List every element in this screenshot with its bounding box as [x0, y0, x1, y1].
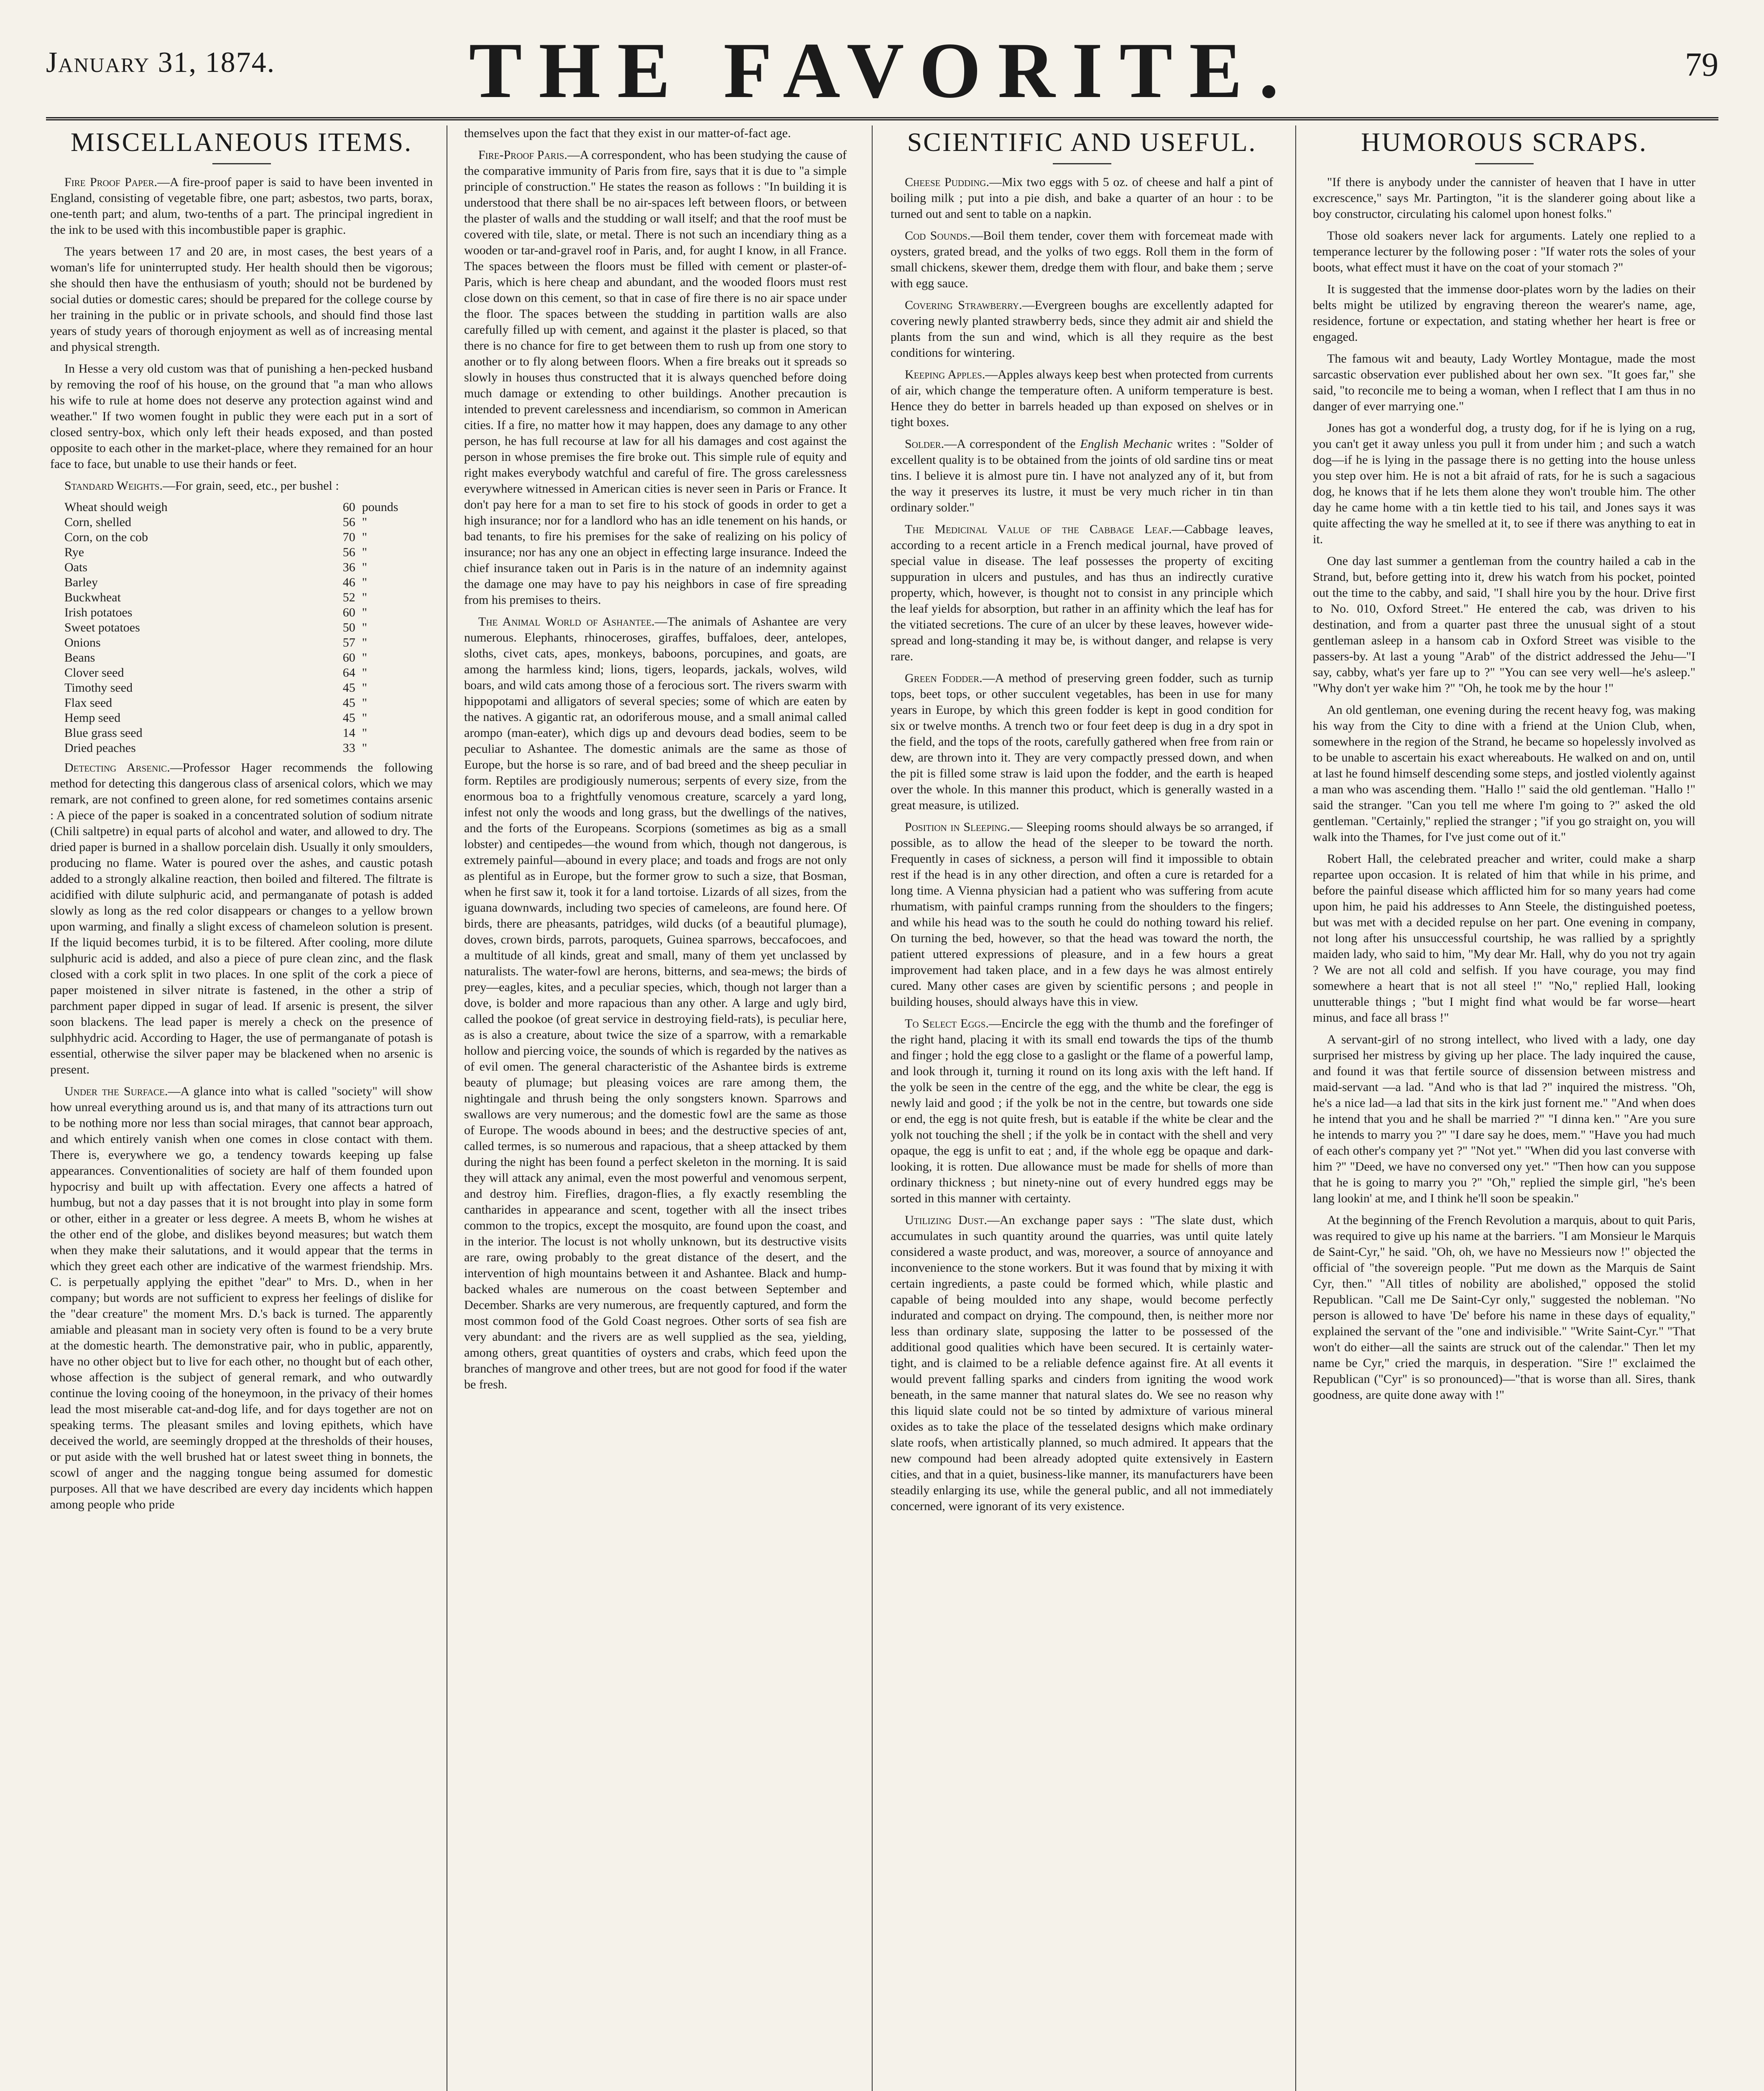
article-head: Cod Sounds.: [905, 229, 971, 243]
article-head: Detecting Arsenic.: [64, 761, 170, 775]
article-keeping-apples: [891, 367, 1273, 430]
weights-row: [64, 741, 416, 756]
section-heading-miscellaneous: MISCELLANEOUS ITEMS.: [70, 127, 413, 157]
weights-unit: ": [362, 606, 368, 619]
scrap-partington: "If there is anybody under the cannister of heaven that I have in utter excrescence," says Mr. Partington, "it is the slanderer going about like a boy constructor, circulating his calomel upon honest folks.": [1313, 175, 1695, 221]
weights-label: Oats: [64, 560, 87, 574]
weights-unit: ": [362, 651, 368, 665]
scrap-wortley: The famous wit and beauty, Lady Wortley Montague, made the most sarcastic observation ever published about her own sex. "It goes far," she said, "to reconcile me to being a woman, when I reflect that I am thus in no danger of ever marrying one.": [1313, 352, 1695, 413]
article-body: —Professor Hager recommends the following method for detecting this dangerous class of arsenical colors, which we may remark, are not confined to green alone, for red sometimes contains arsenic : A piece of the paper is soaked in a concentrated solution of sodium nitrate (Chili saltpetre) in equal parts of alcohol and water, and allowed to dry. The dried paper is burned in a shallow porcelain dish. Usually it only smoulders, producing no flame. Water is poured over the ashes, and caustic potash added to a strongly alkaline reaction, then boiled and filtered. The filtrate is acidified with dilute sulphuric acid, and permanganate of potash is added slowly as long as the red color disappears or changes to a yellow brown upon warming, and finally a slight excess of chameleon solution is present. If the liquid becomes turbid, it is to be filtered. After cooling, more dilute sulphuric acid is added, and also a piece of pure clean zinc, and the flask closed with a cork split in two places. In one split of the cork a piece of paper moistened in silver nitrate is fastened, in the other a strip of parchment paper dipped in sugar of lead. If arsenic is present, the silver soon blackens. The lead paper is merely a check on the presence of sulphhydric acid. According to Hager, the use of permanganate of potash is essential, otherwise the silver paper may be blackened when no arsenic is present.: [50, 761, 433, 1076]
article-head: The Medicinal Value of the Cabbage Leaf.: [905, 522, 1172, 536]
article-green-fodder: [891, 670, 1273, 813]
weights-unit: ": [362, 636, 368, 649]
article-head: Solder.: [905, 437, 945, 451]
weights-label: Dried peaches: [64, 741, 136, 755]
weights-row: [64, 530, 416, 545]
weights-value: 45: [342, 696, 355, 710]
column-rule: [872, 125, 873, 2091]
weights-value: 46: [342, 575, 355, 589]
weights-label: Hemp seed: [64, 711, 121, 725]
weights-label: Flax seed: [64, 696, 112, 710]
article-position-sleeping: [891, 819, 1273, 1010]
article-standard-weights: [50, 478, 433, 494]
weights-unit: ": [362, 681, 368, 695]
article-body: —A method of preserving green fodder, such as turnip tops, beet tops, or other succulent vegetables, has been in use for many years in Europe, by which this green fodder is kept in good condition for six or twelve months. A trench two or four feet deep is dug in a dry spot in the field, and the tops of the roots, carefully gathered when free from rain or dew, are thrown into it. They are very compactly pressed down, and when the pit is filled some straw is laid upon the fodder, and the earth is heaped over the whole. In this manner this product, which is generally wasted in a great measure, is utilized.: [891, 671, 1273, 812]
column-scientific: [891, 125, 1273, 2091]
weights-label: Onions: [64, 636, 101, 649]
weights-row: [64, 695, 416, 711]
scrap-robert-hall: Robert Hall, the celebrated preacher and writer, could make a sharp repartee upon occasion. It is related of him that while in his prime, and before the painful disease which afflicted him for so many years had come upon him, he paid his addresses to Ann Steele, the distinguished poetess, but was met with a decided repulse on her part. One evening in company, not long after his unsuccessful courtship, he was rallied by a sprightly maiden lady, who said to him, "My dear Mr. Hall, why do you not try again ? We are not all cold and selfish. If you have courage, you may find somewhere a heart that is not all steel !" "No," replied Hall, looking unutterable things ; "but I might find what would be far worse—heart minus, and face all brass !": [1313, 852, 1695, 1025]
heading-divider: [212, 163, 271, 164]
weights-value: 14: [342, 726, 355, 740]
column-humorous: [1313, 125, 1695, 2091]
article-cod-sounds: [891, 228, 1273, 291]
column-miscellaneous: [50, 125, 433, 2091]
article-body: —For grain, seed, etc., per bushel :: [163, 479, 339, 493]
weights-row: [64, 560, 416, 575]
weights-row: [64, 665, 416, 680]
article-cabbage-leaf: [891, 521, 1273, 665]
scrap-servant-girl: A servant-girl of no strong intellect, who lived with a lady, one day surprised her mistress by giving up her place. The lady inquired the cause, and found it was that fertile source of dissension between mistress and maid-servant —a lad. "And who is that lad ?" inquired the mistress. "Oh, he's a nice lad—a lad that sits in the kirk just fornent me." "And when does he intend that you and he shall be married ?" "I dinna ken." "Are you sure he intends to marry you ?" "I dare say he does, mem." "Have you had much of each other's company yet ?" "Not yet." "When did you last converse with him ?" "Deed, we have no conversed ony yet." "Then how can you suppose that he is going to marry you ?" "Oh," replied the simple girl, "he's been lang lookin' at me, and I think he'll soon be speakin.": [1313, 1033, 1695, 1205]
article-body: —Cabbage leaves, according to a recent article in a French medical journal, have proved of special value in disease. The leaf possesses the property of exciting suppuration in ulcers and pustules, and has thus an indirectly curative property, which, however, is thought not to consist in any principle which the leaf yields for absorption, but rather in an affinity which the leaf has for the vitiated secretions. The cure of an ulcer by these leaves, however wide-spread and long-standing it may be, is without danger, and relapse is very rare.: [891, 522, 1273, 663]
article-body: — Sleeping rooms should always be so arranged, if possible, as to allow the head of the sleeper to be toward the north. Frequently in cases of sickness, a person will find it impossible to obtain rest if the head is in any other direction, and often a cure is retarded for a long time. A Vienna physician had a patient who was suffering from acute rhumatism, with painful cramps running from the shoulders to the fingers; and while his head was to the south he could do nothing toward his relief. On turning the bed, however, so that the head was toward the north, the patient uttered expressions of pleasure, and in a few hours a great improvement had taken place, and in a few days he was almost entirely cured. Many other cases are given by scientific persons ; and people in building houses, should always have this in view.: [891, 820, 1273, 1009]
journal-name: English Mechanic: [1080, 437, 1173, 451]
section-heading-scientific: SCIENTIFIC AND USEFUL.: [907, 127, 1257, 157]
article-under-the-surface: [50, 1084, 433, 1513]
article-body: —A correspondent of the: [944, 437, 1080, 451]
weights-label: Blue grass seed: [64, 726, 143, 740]
article-body: —The animals of Ashantee are very numerous. Elephants, rhinoceroses, giraffes, buffaloes, deer, antelopes, sloths, civet cats, apes, monkeys, baboons, porcupines, and goats, are among the harmless kind; lions, tigers, leopards, jackals, wolves, wild boars, and wild cats among those of a ferocious sort. The rivers swarm with hippopotami and alligators of several species; some of which are eaten by the natives. A gigantic rat, an odoriferous mouse, and a small animal called arompo (man-eater), which digs up and devours dead bodies, seem to be peculiar to Ashantee. The domestic animals are the same as those of Europe, but the horse is so rare, and of bad breed and the sheep peculiar in form. Reptiles are prodigiously numerous; serpents of every size, from the enormous boa to a frightfully venomous creature, scarcely a yard long, infest not only the woods and long grass, but the dwellings of the natives, and the forts of the Europeans. Scorpions (sometimes as big as a small lobster) and centipedes—the wound from which, though not dangerous, is extremely painful—abound in every place; and toads and frogs are not only as plentiful as in Europe, but the former grow to such a size, that Bosman, when he first saw it, took it for a land tortoise. Lizards of all sizes, from the iguana downwards, including two species of cameleons, are found here. Of birds, there are pheasants, patridges, wild ducks (of a beautiful plumage), doves, crown birds, parrots, paroquets, Guinea sparrows, beccafocoes, and a multitude of all kinds, great and small, many of them yet unclassed by naturalists. The water-fowl are herons, bitterns, and sea-mews; the birds of prey—eagles, kites, and a peculiar species, which, though not larger than a dove, is bolder and more rapacious than any other. A large and ugly bird, called the pookoe (of great service in destroying field-rats), is peculiar here, as is also a creature, about twice the size of a sparrow, with a remarkable hollow and piercing voice, the sounds of which is regarded by the natives as of evil omen. The general characteristic of the Ashantee birds is extreme beauty of plumage; but pleasing voices are rare among them, the nightingale and thrush being the only songsters known. Sparrows and swallows are very numerous; and the domestic fowl are the same as those of Europe. The woods abound in bees; and the destructive species of ant, called termes, is so numerous and rapacious, that a sheep attacked by them during the night has been found a perfect skeleton in the morning. It is said they will attack any animal, even the most powerful and venomous serpent, and destroy him. Fireflies, dragon-flies, a fly exactly resembling the cantharides in appearance and scent, together with all the insect tribes common to the tropics, except the mosquito, are found upon the coast, and in the interior. The locust is not wholly unknown, but its destructive visits are rare, owing probably to the great distance of the desert, and the intervention of high mountains between it and Ashantee. Black and hump-backed whales are numerous on the coast between September and December. Sharks are very numerous, are frequently captured, and form the most common food of the Gold Coast negroes. Other sorts of sea fish are very abundant: and the rivers are as well supplied as the sea, yielding, among others, great quantities of oysters and crabs, which feed upon the branches of mangrove and other trees, but are not good for food if the water be fresh.: [464, 615, 847, 1391]
weights-value: 36: [342, 560, 355, 574]
article-body: —Boil them tender, cover them with forcemeat made with oysters, grated bread, and the yolks of two eggs. Roll them in the form of small chickens, skewer them, dredge them with flour, and bake them ; serve with egg sauce.: [891, 229, 1273, 290]
article-body: —Evergreen boughs are excellently adapted for covering newly planted strawberry beds, since they admit air and shield the plants from the sun and wind, which is all they require as the best conditions for wintering.: [891, 298, 1273, 360]
article-continuation: themselves upon the fact that they exist in our matter-of-fact age.: [464, 126, 791, 140]
weights-row: [64, 711, 416, 726]
weights-value: 60: [342, 500, 355, 514]
weights-unit: ": [362, 726, 368, 740]
weights-label: Wheat should weigh: [64, 500, 168, 514]
weights-row: [64, 575, 416, 590]
scrap-strand-cab: One day last summer a gentleman from the country hailed a cab in the Strand, but, before getting into it, drew his watch from his pocket, pointed out the time to the cabby, and said, "I shall hire you by the hour. Drive first to No. 010, Oxford Street." He entered the cab, was driven to his destination, and from a quarter past three the unusual sight of a stout gentleman asleep in a hansom cab in Oxford Street was visible to the passers-by. At last a young "Arab" of the district addressed the Jehu—"I say, cabby, what's yer fare up to ?" "You can see very well—he's asleep." "Why don't yer wake him ?" "Oh, he took me by the hour !": [1313, 554, 1695, 695]
article-head: Cheese Pudding.: [905, 175, 989, 189]
scrap-french-revolution: At the beginning of the French Revolution a marquis, about to quit Paris, was required to give up his name at the barriers. "I am Monsieur le Marquis de Saint-Cyr," he said. "Oh, oh, we have no Messieurs now !" objected the official of "the sovereign people. "Put me down as the Marquis de Saint Cyr, then." "All titles of nobility are abolished," opposed the stolid Republican. "Call me De Saint-Cyr only," suggested the nobleman. "No person is allowed to have 'De' before his name in these days of equality," explained the servant of the "one and indivisible." "Write Saint-Cyr." "That won't do either—all the saints are struck out of the calendar." Then let my name be Cyr," cried the marquis, in desperation. "Sire !" exclaimed the Republican ("Cyr" is so pronounced)—"that is worse than all. Sires, thank goodness, are quite done away with !": [1313, 1213, 1695, 1402]
weights-row: [64, 680, 416, 695]
weights-label: Timothy seed: [64, 681, 133, 695]
article-head: Fire-Proof Paris.: [478, 148, 567, 162]
weights-label: Irish potatoes: [64, 606, 133, 619]
weights-unit: ": [362, 741, 368, 755]
weights-row: [64, 605, 416, 620]
weights-unit: ": [362, 696, 368, 710]
scrap-old-gentleman: An old gentleman, one evening during the recent heavy fog, was making his way from the City to dine with a friend at the Union Club, when, somewhere in the region of the Strand, he became so hopelessly involved as to be unable to ascertain his exact whereabouts. He walked on and on, until at last he found himself descending some steps, and jostled violently against a man who was ascending them. "Hallo !" said the old gentleman. "Hallo !" said the stranger. "Can you tell me where I'm going to ?" asked the old gentleman. "Certainly," replied the stranger ; "if you go straight on, you will walk into the Thames, for I've just come out of it.": [1313, 703, 1695, 844]
weights-unit: ": [362, 575, 368, 589]
weights-label: Corn, shelled: [64, 515, 131, 529]
weights-row: [64, 650, 416, 665]
weights-label: Clover seed: [64, 666, 124, 680]
weights-value: 60: [342, 651, 355, 665]
article-head: Fire Proof Paper.: [64, 175, 158, 189]
weights-unit: ": [362, 530, 368, 544]
weights-unit: ": [362, 666, 368, 680]
article-covering-strawberry: [891, 297, 1273, 361]
weights-label: Corn, on the cob: [64, 530, 148, 544]
weights-value: 70: [342, 530, 355, 544]
weights-table: [64, 500, 416, 756]
weights-value: 56: [342, 515, 355, 529]
article-head: To Select Eggs.: [905, 1017, 989, 1030]
section-heading-humorous: HUMOROUS SCRAPS.: [1361, 127, 1647, 157]
scrap-door-plates: It is suggested that the immense door-plates worn by the ladies on their belts might be utilized by engraving thereon the wearer's name, age, residence, fortune or expectation, and stating whether her heart is free or engaged.: [1313, 282, 1695, 344]
weights-row: [64, 620, 416, 635]
article-body: —Apples always keep best when protected from currents of air, which change the temperature often. A uniform temperature is best. Hence they do better in barrels headed up than exposed on shelves or in tight boxes.: [891, 368, 1273, 429]
article-fire-proof-paris: [464, 147, 847, 608]
weights-label: Rye: [64, 545, 84, 559]
weights-unit: ": [362, 590, 368, 604]
weights-row: [64, 726, 416, 741]
weights-label: Buckwheat: [64, 590, 121, 604]
weights-row: [64, 635, 416, 650]
article-body: —Encircle the egg with the thumb and the forefinger of the right hand, placing it with its small end towards the tips of the thumb and finger ; hold the egg close to a gaslight or the flame of a powerful lamp, and look through it, turning it round on its long axis with the left hand. If the yolk be seen in the centre of the egg, and the white be clear, the egg is newly laid and good ; if the yolk be not in the centre, but towards one side or end, the egg is not quite fresh, but is eatable if the white be clear and the yolk not touching the shell ; if the yolk be in contact with the shell and very opaque, the egg is unfit to eat ; and, if the whole egg be opaque and dark-looking, it is rotten. Due allowance must be made for shells of more than ordinary thickness ; but ninety-nine out of every hundred eggs may be sorted in this manner with certainty.: [891, 1017, 1273, 1205]
weights-value: 57: [342, 636, 355, 649]
weights-value: 64: [342, 666, 355, 680]
article-body: —A correspondent, who has been studying the cause of the comparative immunity of Paris from fire, says that it is due to "a simple principle of construction." He states the reason as follows : "In building it is understood that there shall be no air-spaces left between floors, or between the plaster of walls and the studding or wall itself; and that the roof must be covered with tile, slate, or metal. There is not such an incendiary thing as a wooden or tar-and-gravel roof in Paris, and, for aught I know, in all France. The spaces between the floors must be filled with cement or plaster-of-Paris, which is here cheap and abundant, and the wooded floors must rest close down on this cement, so that in case of fire there is no air space under the floor. The spaces between the studding in partition walls are also carefully filled up with cement, and against it the plaster is placed, so that there is no chance for fire to get between them to rush up from one story to another or to fly along between floors. When a fire breaks out it spreads so slowly in houses thus constructed that it is always quenched before doing much damage or extending to other buildings. Another precaution is intended to prevent carelessness and incendiarism, so common in American cities. If a fire, no matter how it may happen, does any damage to any other person, he has full recourse at law for all his damages and cost against the person in whose premises the fire broke out. This simple rule of equity and right makes everybody watchful and careful of fire. The gross carelessness everywhere witnessed in American cities is never seen in Paris or France. It don't pay here for a man to set fire to his stock of goods in order to get a high insurance; nor for a landlord who has an idle tenement on his hands, or bad tenants, to fire his premises for the sake of realizing on his policy of insurance; nor has any one an object in effecting large insurance. Indeed the chief insurance taken out in Paris is in the nature of an indemnity against the damage one may have to pay his neighbors in case of fire spreading from his premises to theirs.: [464, 148, 847, 607]
page-number: 79: [1685, 46, 1718, 83]
weights-row: [64, 590, 416, 605]
weights-unit: ": [362, 560, 368, 574]
article-utilizing-dust: [891, 1212, 1273, 1514]
newspaper-title: THE FAVORITE.: [469, 27, 1296, 115]
article-head: Standard Weights.: [64, 479, 163, 493]
weights-unit: ": [362, 621, 368, 634]
weights-value: 60: [342, 606, 355, 619]
article-body: —A fire-proof paper is said to have been invented in England, consisting of vegetable fibre, one part; asbestos, two parts, borax, one-tenth part; and alum, two-tenths of a part. The principal ingredient in the ink to be used with this incombustible paper is graphic.: [50, 175, 433, 237]
article-hesse-custom: In Hesse a very old custom was that of punishing a hen-pecked husband by removing the roof of his house, on the ground that "a man who allows his wife to rule at home does not deserve any protection against wind and weather." If two women fought in public they were each put in a sort of closed sentry-box, which only left their heads exposed, and than posted opposite to each other in the market-place, where they remained for an hour face to face, but unable to use their hands or feet.: [50, 362, 433, 471]
weights-value: 45: [342, 681, 355, 695]
article-body: —Mix two eggs with 5 oz. of cheese and half a pint of boiling milk ; put into a pie dish, and bake a quarter of an hour : to be turned out and sent to table on a napkin.: [891, 175, 1273, 221]
scrap-jones-dog: Jones has got a wonderful dog, a trusty dog, for if he is lying on a rug, you can't get it away unless you pull it from under him ; and such a watch dog—if he is lying in the passage there is no getting into the house unless you step over him. He is not a bit afraid of rats, for he is such a sagacious dog, he knows that if he lets them alone they won't trouble him. The other day he came home with a tin kettle tied to his tail, and Jones says it was quite affecting the way he smelled at it, to see if there was anything to eat in it.: [1313, 421, 1695, 546]
weights-label: Sweet potatoes: [64, 621, 140, 634]
weights-label: Barley: [64, 575, 98, 589]
article-head: Position in Sleeping.: [905, 820, 1010, 834]
article-body: —A glance into what is called "society" will show how unreal everything around us is, and that many of its attractions turn out to be nothing more nor less than social mirages, that cannot bear approach, and which entirely vanish when one comes in close contact with them. There is, everywhere we go, a tendency towards keeping up false appearances. Conventionalities of society are half of them founded upon hypocrisy and built up with affectation. Every one affects a hatred of humbug, but not a day passes that it is not brought into play in some form or other, either in a greater or less degree. A meets B, whom he wishes at the other end of the globe, and dislikes beyond measures; but watch them when they make their salutations, and it would appear that the terms in which they greet each other are indicative of the warmest friendship. Mrs. C. is perpetually applying the epithet "dear" to Mrs. D., when in her company; but words are not sufficient to express her feelings of dislike for the "dear creature" the moment Mrs. D.'s back is turned. The apparently amiable and pleasant man in society very often is found to be a very brute at the domestic hearth. The demonstrative pair, who in public, apparently, have no other object but to live for each other, no thought but of each other, whose affection is the subject of general remark, and who outwardly continue the loving cooing of the honeymoon, in the privacy of their homes lead the most miserable cat-and-dog life, and for days together are not on speaking terms. The pleasant smiles and loving epithets, which have deceived the world, are seemingly dropped at the thresholds of their houses, or put aside with the well brushed hat or latest sweet thing in bonnets, the scowl of anger and the nagging tongue being assumed for domestic purposes. All that we have described are every day incidents which happen among people who pride: [50, 1084, 433, 1511]
heading-divider: [1475, 163, 1534, 164]
article-detecting-arsenic: [50, 760, 433, 1078]
heading-divider: [1053, 163, 1111, 164]
weights-unit: pounds: [362, 500, 398, 514]
weights-value: 45: [342, 711, 355, 725]
article-years-17-20: The years between 17 and 20 are, in most cases, the best years of a woman's life for uninterrupted study. Her health should then be vigorous; she should then have the enthusiasm of youth; should not be burdened by social duties or domestic cares; should be prepared for the college course by her training in the public or in private schools, and should find those last years of study years of thorough enjoyment as well as of increasing mental and physical strength.: [50, 245, 433, 354]
column-rule: [1295, 125, 1296, 2091]
weights-label: Beans: [64, 651, 95, 665]
article-head: Keeping Apples.: [905, 368, 985, 381]
weights-value: 50: [342, 621, 355, 634]
scrap-old-soakers: Those old soakers never lack for arguments. Lately one replied to a temperance lecturer by the following poser : "If water rots the soles of your boots, what effect must it have on the coat of your stomach ?": [1313, 229, 1695, 274]
masthead: [46, 17, 1718, 120]
weights-unit: ": [362, 711, 368, 725]
weights-row: [64, 500, 416, 515]
weights-value: 33: [342, 741, 355, 755]
article-head: Green Fodder.: [905, 671, 983, 685]
article-body: writes : "Solder of excellent quality is to be obtained from the joints of old sardine tins or meat tins. I believe it is almost pure tin. I have not analyzed any of it, but from the way it preserves its lustre, it must be very much richer in tin than ordinary solder.": [891, 437, 1273, 514]
weights-value: 56: [342, 545, 355, 559]
article-fire-proof-paper: [50, 174, 433, 238]
article-head: Covering Strawberry.: [905, 298, 1022, 312]
article-head: Utilizing Dust.: [905, 1213, 987, 1227]
weights-unit: ": [362, 545, 368, 559]
weights-row: [64, 545, 416, 560]
column-continued: [464, 125, 847, 2091]
article-body: —An exchange paper says : "The slate dust, which accumulates in such quantity around the quarries, was until quite lately considered a waste product, and was, moreover, a source of annoyance and inconvenience to the stone workers. But it was found that by mixing it with certain ingredients, a paste could be formed which, while plastic and capable of being moulded into any shape, would become perfectly indurated and compact on drying. The compound, then, is neither more nor less than ordinary slate, supposing the latter to be possessed of the additional good qualities which have been secured. It is certainly water-tight, and is claimed to be a reliable defence against fire. At all events it would prevent falling sparks and cinders from igniting the wood work beneath, in the same manner that natural slates do. We see no reason why this liquid slate could not be so tinted by admixture of various mineral oxides as to take the place of the tesselated designs which make ordinary slate roofs, when artistically planned, so much admired. It appears that the new compound had been already adopted quite extensively in Eastern cities, and that in a quiet, business-like manner, its manufacturers have been steadily enlarging its use, while the general public, and all not immediately concerned, were ignorant of its very existence.: [891, 1213, 1273, 1513]
article-animal-world: [464, 614, 847, 1393]
article-solder: [891, 436, 1273, 516]
issue-date: January 31, 1874.: [46, 46, 276, 79]
weights-unit: ": [362, 515, 368, 529]
article-cheese-pudding: [891, 174, 1273, 222]
article-head: Under the Surface.: [64, 1084, 168, 1098]
weights-row: [64, 515, 416, 530]
weights-value: 52: [342, 590, 355, 604]
article-head: The Animal World of Ashantee.: [478, 615, 655, 629]
article-select-eggs: [891, 1016, 1273, 1207]
